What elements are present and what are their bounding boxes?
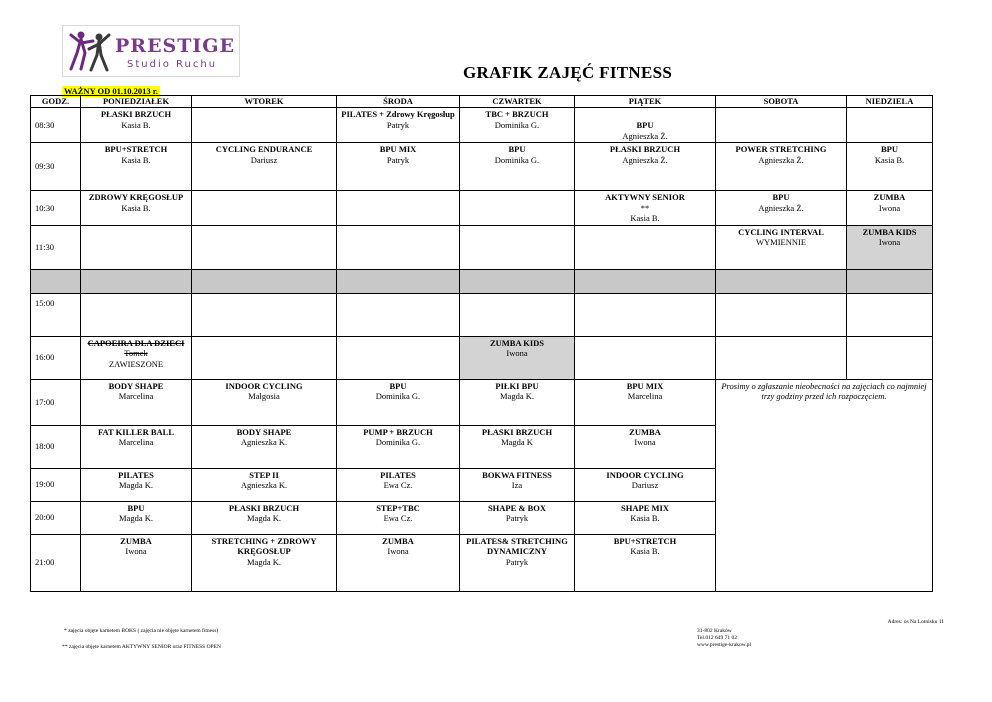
class-name: STEP II (249, 469, 279, 480)
instructor-name: Kasia B. (121, 154, 151, 165)
class-cell (575, 534, 716, 591)
class-name: AKTYWNY SENIOR (605, 192, 685, 202)
instructor-name: Patryk (386, 154, 410, 165)
table-row (31, 336, 933, 379)
instructor-name: Iwona (878, 202, 901, 213)
class-cell (460, 336, 575, 379)
instructor-name: Dominika G. (494, 154, 540, 165)
break-row (31, 269, 933, 293)
header-row (31, 96, 933, 108)
dancers-icon (67, 29, 113, 73)
page-title: GRAFIK ZAJĘĆ FITNESS (463, 63, 673, 82)
empty-cell (460, 225, 575, 269)
class-name: BODY SHAPE (108, 380, 164, 391)
class-name: INDOOR CYCLING (225, 380, 303, 391)
class-cell (192, 468, 337, 501)
empty-cell (575, 293, 716, 336)
class-cell (716, 143, 847, 191)
valid-from-badge: WAŻNY OD 01.10.2013 r. (64, 86, 158, 96)
empty-cell (337, 191, 460, 226)
class-name: PILATES (118, 469, 154, 480)
header-saturday: SOBOTA (716, 96, 847, 108)
header-wednesday: ŚRODA (337, 96, 460, 108)
class-cell (460, 501, 575, 534)
instructor-name: Kasia B. (630, 513, 660, 523)
class-name: PILATES& STRETCHING DYNAMICZNY (466, 535, 568, 556)
contact-phone: Tel.012 649 71 02 (697, 635, 737, 641)
empty-cell (192, 293, 337, 336)
class-cell (575, 501, 716, 534)
class-name: BPU (127, 502, 145, 513)
instructor-name: Patryk (505, 513, 529, 523)
class-name: PŁASKI BRZUCH (100, 109, 172, 119)
class-cell (337, 425, 460, 468)
header-thursday: CZWARTEK (460, 96, 575, 108)
break-cell (575, 269, 716, 293)
instructor-name: Dariusz (631, 480, 659, 490)
table-row (31, 108, 933, 143)
class-name: ZUMBA (873, 192, 906, 202)
instructor-name: Marcelina (118, 391, 154, 401)
class-name: PILATES + Zdrowy Kręgosłup (341, 109, 455, 119)
class-cell (337, 468, 460, 501)
contact-city: 31-802 Kraków (697, 628, 732, 634)
class-cell (460, 425, 575, 468)
empty-cell (337, 225, 460, 269)
class-name: BPU (389, 380, 407, 391)
break-cell (81, 269, 192, 293)
instructor-name: Iwona (634, 437, 656, 447)
header-monday: PONIEDZIAŁEK (81, 96, 192, 108)
instructor-name: Magda K (501, 437, 533, 447)
class-cell (460, 468, 575, 501)
absence-notice: Prosimy o zgłaszanie nieobecności na zajęciach co najmniej trzy godziny przed ich rozpoczęciem. (716, 379, 933, 591)
class-name: SHAPE MIX (621, 502, 669, 513)
class-cell (716, 225, 847, 269)
class-cell (337, 108, 460, 143)
instructor-name: Dominika G. (375, 437, 421, 447)
class-cell (460, 143, 575, 191)
class-name: STRETCHING + ZDROWY KRĘGOSŁUP (211, 535, 317, 556)
instructor-name: Magda K. (500, 391, 534, 401)
hour-cell: 10:30 (31, 191, 81, 226)
class-name: ZDROWY KRĘGOSŁUP (88, 192, 184, 202)
empty-cell (716, 293, 847, 336)
class-cell (81, 108, 192, 143)
empty-cell (847, 336, 933, 379)
empty-cell (192, 336, 337, 379)
hour-cell: 20:00 (31, 501, 81, 534)
class-name: BPU (508, 144, 526, 154)
hour-cell: 11:30 (31, 225, 81, 269)
class-name: BOKWA FITNESS (482, 469, 552, 480)
class-name: ZUMBA (629, 426, 661, 437)
table-row (31, 293, 933, 336)
break-cell (460, 269, 575, 293)
instructor-name: Kasia B. (874, 154, 905, 165)
header-tuesday: WTOREK (192, 96, 337, 108)
instructor-name: Iwona (878, 237, 901, 247)
instructor-name: Kasia B. (630, 546, 660, 556)
class-name: POWER STRETCHING (735, 144, 827, 154)
class-cell (575, 191, 716, 226)
instructor-name: Dominika G. (494, 119, 540, 130)
empty-cell (575, 336, 716, 379)
empty-cell (192, 225, 337, 269)
instructor-name: Agnieszka Ż. (758, 154, 804, 165)
table-row (31, 379, 933, 425)
empty-cell (460, 293, 575, 336)
instructor-name: Iwona (387, 546, 409, 556)
class-cell (81, 379, 192, 425)
class-cell (192, 501, 337, 534)
class-name: TBC + BRZUCH (485, 109, 549, 119)
empty-cell (716, 108, 847, 143)
hour-cell: 08:30 (31, 108, 81, 143)
class-cell (460, 379, 575, 425)
empty-cell (716, 336, 847, 379)
instructor-name: Dariusz (250, 154, 278, 165)
class-cell (575, 379, 716, 425)
empty-cell (192, 191, 337, 226)
class-name: INDOOR CYCLING (606, 469, 684, 480)
class-name: SHAPE & BOX (487, 502, 547, 513)
footnote-boks: * zajęcia objęte karnetem BOKS ( zajęcia nie objęte karnetem fitness) (64, 628, 219, 634)
address-text: Adres: os Na Lotnisku 11 (887, 619, 944, 625)
class-cell (192, 534, 337, 591)
instructor-name: Agnieszka K. (240, 480, 288, 490)
class-cell (192, 379, 337, 425)
empty-cell (575, 225, 716, 269)
instructor-name: Małgosia (248, 391, 280, 401)
instructor-name: Iza (511, 480, 523, 490)
class-cell (337, 501, 460, 534)
class-name: CAPOEIRA DLA DZIECI (87, 337, 185, 348)
hour-cell: 09:30 (31, 143, 81, 191)
table-row (31, 143, 933, 191)
empty-cell (337, 293, 460, 336)
header-sunday: NIEDZIELA (847, 96, 933, 108)
class-cell (337, 379, 460, 425)
empty-cell (847, 293, 933, 336)
break-cell (31, 269, 81, 293)
table-row (31, 191, 933, 226)
instructor-name: Tomek (124, 348, 148, 358)
class-name: STEP+TBC (376, 502, 420, 513)
class-name: ZUMBA KIDS (489, 337, 545, 348)
class-name: CYCLING INTERVAL (738, 226, 824, 237)
instructor-name: Kasia B. (630, 213, 660, 223)
class-name: BPU (881, 144, 898, 154)
instructor-name: Patryk (505, 556, 529, 567)
hour-cell: 15:00 (31, 293, 81, 336)
class-cell (81, 534, 192, 591)
instructor-name: Ewa Cz. (383, 480, 413, 490)
instructor-name: Magda K. (247, 556, 281, 567)
empty-cell (337, 336, 460, 379)
instructor-name: Agnieszka Ż. (622, 130, 668, 141)
footnote-mark: ** (640, 202, 650, 213)
break-cell (716, 269, 847, 293)
header-friday: PIĄTEK (575, 96, 716, 108)
class-cell (460, 534, 575, 591)
class-name: FAT KILLER BALL (97, 426, 175, 437)
instructor-name: Kasia B. (121, 119, 151, 130)
class-name: BPU+STRETCH (613, 535, 677, 546)
hour-cell: 18:00 (31, 425, 81, 468)
class-cell (192, 143, 337, 191)
class-cell (847, 225, 933, 269)
table-row (31, 225, 933, 269)
class-cell (337, 534, 460, 591)
instructor-name: Magda K. (247, 513, 281, 523)
header-hour: GODZ. (31, 96, 81, 108)
class-name: PIŁKI BPU (495, 380, 539, 391)
class-name: BPU (636, 120, 654, 130)
instructor-name: Marcelina (118, 437, 154, 447)
logo-subtitle: Studio Ruchu (127, 59, 218, 70)
instructor-name: Agnieszka Ż. (622, 154, 668, 165)
instructor-name: Ewa Cz. (383, 513, 413, 523)
class-name: PŁASKI BRZUCH (609, 144, 681, 154)
class-cell (81, 425, 192, 468)
class-name: BPU (772, 192, 790, 202)
class-cell (81, 468, 192, 501)
break-cell (192, 269, 337, 293)
class-name: CYCLING ENDURANCE (215, 144, 313, 154)
class-name: BODY SHAPE (236, 426, 292, 437)
class-cell (847, 191, 933, 226)
class-name: PŁASKI BRZUCH (228, 502, 300, 513)
class-cell (460, 108, 575, 143)
class-cell (337, 143, 460, 191)
logo-brand-text: PRESTIGE (115, 35, 236, 57)
class-name: BPU MIX (626, 380, 664, 391)
class-cell (575, 143, 716, 191)
class-cell (847, 143, 933, 191)
class-name: PILATES (380, 469, 416, 480)
class-cell (81, 501, 192, 534)
class-cell (575, 108, 716, 143)
contact-website[interactable]: www.prestige-krakow.pl (697, 642, 751, 648)
empty-cell (81, 293, 192, 336)
instructor-name: Patryk (386, 119, 410, 130)
instructor-name: Iwona (125, 546, 147, 556)
class-name: ZUMBA KIDS (862, 226, 917, 237)
hour-cell: 19:00 (31, 468, 81, 501)
instructor-name: Iwona (506, 348, 528, 358)
class-cell (81, 336, 192, 379)
empty-cell (847, 108, 933, 143)
class-cell (81, 143, 192, 191)
empty-cell (192, 108, 337, 143)
hour-cell: 17:00 (31, 379, 81, 425)
break-cell (847, 269, 933, 293)
class-cell (81, 191, 192, 226)
instructor-name: Magda K. (119, 480, 153, 490)
status-label: ZAWIESZONE (108, 358, 164, 369)
instructor-name: Dominika G. (375, 391, 421, 401)
footnote-senior: ** zajęcia objęte karnetem AKTYWNY SENIOR oraz FITNESS OPEN (62, 644, 221, 650)
class-name: ZUMBA (120, 535, 152, 546)
class-name: ZUMBA (382, 535, 414, 546)
break-cell (337, 269, 460, 293)
contact-block (697, 628, 751, 649)
empty-cell (460, 191, 575, 226)
class-cell (192, 425, 337, 468)
class-cell (575, 468, 716, 501)
class-name: BPU MIX (379, 144, 417, 154)
hour-cell: 16:00 (31, 336, 81, 379)
instructor-name: Kasia B. (121, 202, 151, 213)
empty-cell (81, 225, 192, 269)
class-name: PŁASKI BRZUCH (481, 426, 553, 437)
instructor-name: Marcelina (627, 391, 663, 401)
class-cell (575, 425, 716, 468)
instructor-name: Agnieszka K. (240, 437, 288, 447)
instructor-name: Magda K. (119, 513, 153, 523)
studio-logo (62, 25, 240, 77)
instructor-name: Agnieszka Ż. (758, 202, 804, 213)
class-cell (716, 191, 847, 226)
instructor-name: WYMIENNIE (755, 237, 807, 247)
hour-cell: 21:00 (31, 534, 81, 591)
schedule-table (30, 95, 933, 592)
class-name: BPU+STRETCH (104, 144, 168, 154)
class-name: PUMP + BRZUCH (363, 426, 433, 437)
